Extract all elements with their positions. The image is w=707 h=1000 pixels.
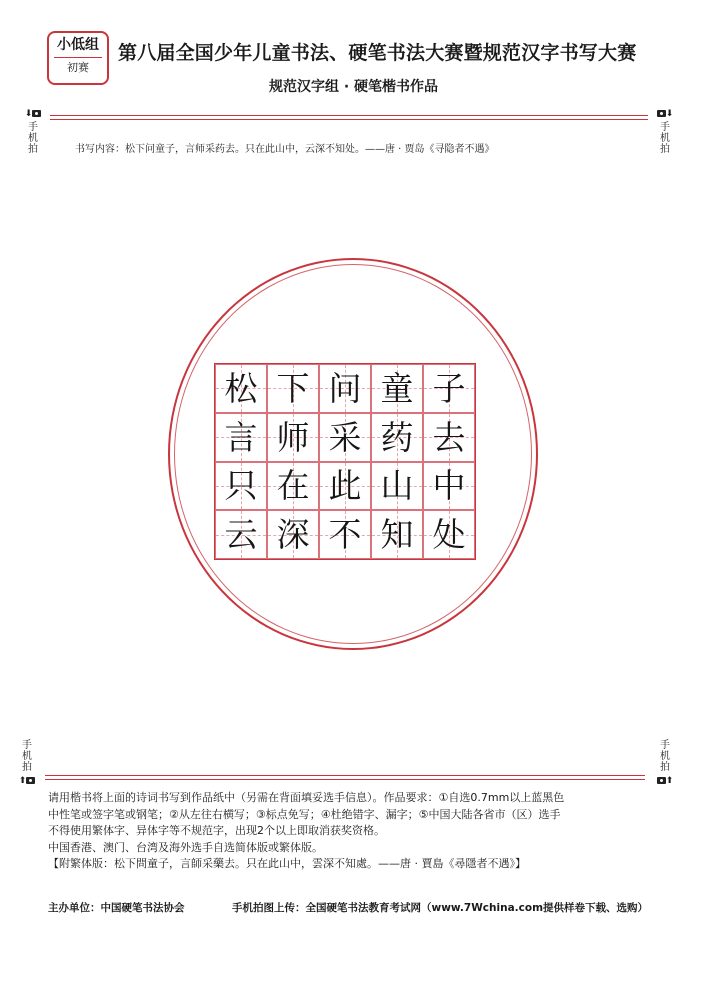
grid-character: 知 [380, 515, 414, 555]
corner-label: 手机拍 [660, 740, 670, 773]
camera-icon [657, 110, 666, 117]
grid-character: 药 [380, 417, 414, 457]
requirements-line: 中国香港、澳门、台湾及海外选手自选简体版或繁体版。 [48, 840, 323, 854]
grid-character: 童 [380, 368, 414, 408]
requirements-line: 中性笔或签字笔或钢笔；②从左往右横写；③标点免写；④杜绝错字、漏字；⑤中国大陆各省市（区）选手 [48, 807, 561, 821]
organizer-text: 主办单位：中国硬笔书法协会 [48, 902, 185, 914]
grid-cell [267, 462, 319, 511]
grid-cell [319, 364, 371, 413]
camera-icon [657, 777, 666, 784]
arrow-down-icon: ⬇ [24, 109, 33, 119]
grid-character: 松 [224, 368, 258, 408]
grid-cell [215, 510, 267, 559]
grid-character: 深 [276, 515, 310, 555]
grid-cell [371, 510, 423, 559]
corner-mark-top-left [20, 108, 46, 155]
camera-icon [32, 110, 41, 117]
grid-character: 采 [328, 417, 362, 457]
grid-cell [423, 413, 475, 462]
content-text: 松下问童子，言师采药去。只在此山中，云深不知处。——唐 · 贾岛《寻隐者不遇》 [125, 144, 495, 155]
arrow-down-icon: ⬇ [665, 109, 674, 119]
grid-cell [267, 510, 319, 559]
grid-cell [215, 413, 267, 462]
grid-character: 子 [432, 368, 466, 408]
top-divider [50, 115, 648, 120]
corner-label: 手机拍 [28, 122, 38, 155]
grid-cell [423, 510, 475, 559]
grid-cell [423, 364, 475, 413]
requirements-line: 不得使用繁体字、异体字等不规范字，出现2个以上即取消获奖资格。 [48, 824, 385, 837]
grid-cell [371, 462, 423, 511]
grid-character: 师 [276, 417, 310, 457]
corner-label: 手机拍 [660, 122, 670, 155]
grid-character: 在 [276, 466, 310, 506]
grid-character: 言 [224, 417, 258, 457]
grid-character: 只 [224, 466, 258, 506]
grid-character: 问 [328, 368, 362, 408]
upload-info-text: 手机拍图上传：全国硬笔书法教育考试网（www.7Wchina.com提供样卷下载、选购） [232, 902, 649, 914]
grid-cell [215, 364, 267, 413]
grid-character: 中 [432, 466, 466, 506]
grid-character: 云 [224, 515, 258, 555]
arrow-up-icon: ⬆ [665, 776, 674, 786]
grid-cell [215, 462, 267, 511]
corner-mark-bottom-left [14, 740, 40, 787]
corner-label: 手机拍 [22, 740, 32, 773]
content-label: 书写内容： [75, 144, 125, 155]
arrow-up-icon: ⬆ [18, 776, 27, 786]
requirements-block [48, 790, 668, 873]
grid-character: 处 [432, 515, 466, 555]
grid-cell [371, 413, 423, 462]
grid-cell [319, 413, 371, 462]
grid-character: 不 [328, 515, 362, 555]
corner-mark-bottom-right [652, 740, 678, 787]
bottom-divider [45, 775, 645, 780]
content-text-line [75, 140, 495, 155]
badge-stage-label: 初赛 [67, 61, 89, 74]
page-title: 第八届全国少年儿童书法、硬笔书法大赛暨规范汉字书写大赛 [118, 42, 637, 64]
grid-character: 下 [276, 368, 310, 408]
page-subtitle: 规范汉字组 · 硬笔楷书作品 [268, 79, 439, 95]
corner-mark-top-right [652, 108, 678, 155]
grid-character: 此 [328, 466, 362, 506]
grid-cell [267, 364, 319, 413]
grid-character: 去 [432, 417, 466, 457]
grid-character: 山 [380, 466, 414, 506]
writing-grid [214, 363, 476, 560]
grid-cell [319, 510, 371, 559]
grid-cell [371, 364, 423, 413]
camera-icon [26, 777, 35, 784]
badge-divider [54, 57, 102, 58]
grid-cell [423, 462, 475, 511]
grid-cell [319, 462, 371, 511]
traditional-version-line: 【附繁体版：松下問童子，言師采藥去。只在此山中，雲深不知處。——唐 · 賈島《尋隱者不遇》】 [48, 857, 526, 870]
requirements-line: 请用楷书将上面的诗词书写到作品纸中（另需在背面填妥选手信息）。作品要求：①自选0.7mm以上蓝黑色 [48, 791, 565, 804]
badge-group-label: 小低组 [57, 37, 99, 53]
grid-cell [267, 413, 319, 462]
